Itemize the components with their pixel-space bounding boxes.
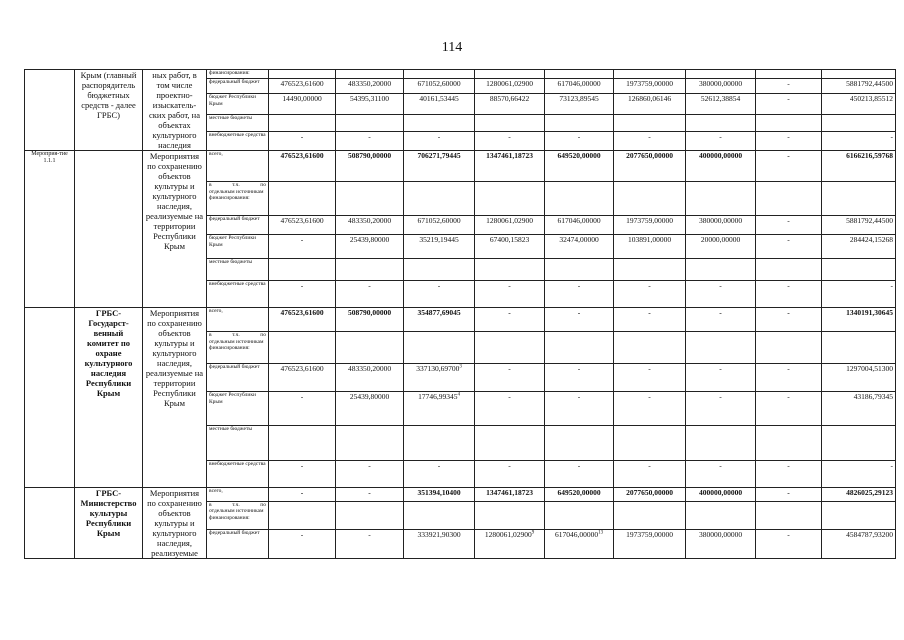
funding-source-cell: всего, — [207, 308, 269, 332]
total-cell: 4584787,93200 — [822, 529, 896, 558]
value-cell: 14490,00000 — [269, 94, 336, 114]
value-cell: - — [336, 281, 404, 308]
value-cell: - — [269, 131, 336, 150]
value-cell: 476523,61600 — [269, 308, 336, 332]
footnote-mark: 4 — [457, 392, 460, 398]
value-cell — [756, 332, 822, 364]
value-cell: - — [756, 131, 822, 150]
funding-source-cell: бюджет Республики Крым — [207, 392, 269, 426]
responsible-cell — [75, 151, 143, 308]
total-cell: - — [822, 281, 896, 308]
value-cell: - — [336, 529, 404, 558]
value-cell: 476523,61600 — [269, 364, 336, 392]
measure-code-cell — [25, 308, 75, 488]
value-cell: - — [475, 392, 545, 426]
value-cell: - — [686, 364, 756, 392]
value-cell — [336, 426, 404, 461]
value-cell — [614, 114, 686, 131]
total-cell: 1297004,51300 — [822, 364, 896, 392]
value-cell: 508790,00000 — [336, 151, 404, 182]
funding-source-cell: в т.ч. по отдельным источникам финансирования: — [207, 501, 269, 529]
value-cell — [614, 501, 686, 529]
total-cell — [822, 182, 896, 216]
footnote-mark: 3 — [459, 364, 462, 370]
total-cell — [822, 114, 896, 131]
value-cell: - — [545, 461, 614, 488]
value-cell: - — [614, 461, 686, 488]
value-cell: 1347461,18723 — [475, 488, 545, 502]
value-cell: - — [686, 308, 756, 332]
value-cell: 617046,00000$^{13}$ — [545, 529, 614, 558]
value-cell — [336, 259, 404, 281]
value-cell — [269, 182, 336, 216]
value-cell: 671052,60000 — [404, 79, 475, 94]
value-cell: 380000,00000 — [686, 529, 756, 558]
total-cell: 4826025,29123 — [822, 488, 896, 502]
value-cell: - — [475, 281, 545, 308]
value-cell: 617046,00000 — [545, 79, 614, 94]
value-cell — [336, 501, 404, 529]
total-cell: 450213,85512 — [822, 94, 896, 114]
value-cell: 380000,00000 — [686, 216, 756, 235]
value-cell: 337130,69700$^3$ — [404, 364, 475, 392]
value-cell — [686, 501, 756, 529]
funding-source-cell: федеральный бюджет — [207, 529, 269, 558]
value-cell: - — [756, 529, 822, 558]
total-cell — [822, 426, 896, 461]
value-cell: 476523,61600 — [269, 151, 336, 182]
value-cell: - — [614, 392, 686, 426]
value-cell — [475, 114, 545, 131]
total-cell: 5881792,44500 — [822, 216, 896, 235]
value-cell: 354877,69045 — [404, 308, 475, 332]
value-cell: 351394,10400 — [404, 488, 475, 502]
funding-source-cell: в т.ч. по отдельным источникам финансирования: — [207, 182, 269, 216]
value-cell: 483350,20000 — [336, 216, 404, 235]
value-cell: - — [404, 281, 475, 308]
table-row — [25, 70, 896, 79]
value-cell — [614, 426, 686, 461]
funding-source-cell: местные бюджеты — [207, 114, 269, 131]
value-cell: 17746,99345$^4$ — [404, 392, 475, 426]
value-cell: - — [545, 308, 614, 332]
total-cell — [822, 70, 896, 79]
value-cell — [545, 332, 614, 364]
value-cell — [269, 332, 336, 364]
value-cell — [404, 501, 475, 529]
responsible-cell: Крым (главный распорядитель бюджетных средств - далее ГРБС) — [75, 70, 143, 151]
value-cell: 88570,66422 — [475, 94, 545, 114]
value-cell: 1973759,00000 — [614, 216, 686, 235]
value-cell — [614, 259, 686, 281]
value-cell — [545, 501, 614, 529]
funding-source-cell: внебюджетные средства — [207, 281, 269, 308]
value-cell — [545, 114, 614, 131]
value-cell — [756, 182, 822, 216]
value-cell: 476523,61600 — [269, 79, 336, 94]
financing-table — [24, 69, 896, 559]
value-cell: - — [475, 308, 545, 332]
value-cell: - — [756, 281, 822, 308]
value-cell: - — [336, 461, 404, 488]
total-cell — [822, 259, 896, 281]
value-cell: - — [269, 281, 336, 308]
value-cell: 508790,00000 — [336, 308, 404, 332]
value-cell: 476523,61600 — [269, 216, 336, 235]
page-number: 114 — [441, 40, 463, 55]
table-row — [25, 151, 896, 182]
value-cell — [475, 259, 545, 281]
funding-source-cell: внебюджетные средства — [207, 461, 269, 488]
value-cell: 400000,00000 — [686, 151, 756, 182]
table-row — [25, 488, 896, 502]
value-cell: 483350,20000 — [336, 364, 404, 392]
value-cell — [686, 259, 756, 281]
value-cell: - — [686, 392, 756, 426]
funding-source-cell: бюджет Республики Крым — [207, 235, 269, 259]
value-cell — [475, 426, 545, 461]
value-cell — [545, 182, 614, 216]
value-cell: - — [545, 131, 614, 150]
value-cell — [404, 182, 475, 216]
value-cell: 54395,31100 — [336, 94, 404, 114]
total-cell: 6166216,59768 — [822, 151, 896, 182]
value-cell — [336, 332, 404, 364]
total-cell: 284424,15268 — [822, 235, 896, 259]
value-cell: 25439,80000 — [336, 392, 404, 426]
value-cell: 126860,06146 — [614, 94, 686, 114]
funding-source-cell: федеральный бюджет — [207, 79, 269, 94]
value-cell: 400000,00000 — [686, 488, 756, 502]
value-cell: 1280061,02900 — [475, 79, 545, 94]
value-cell — [756, 114, 822, 131]
value-cell: - — [404, 461, 475, 488]
value-cell: 1973759,00000 — [614, 79, 686, 94]
value-cell: - — [756, 392, 822, 426]
value-cell: 73123,89545 — [545, 94, 614, 114]
responsible-cell: ГРБС- Государст-венный комитет по охране культурного наследия Республики Крым — [75, 308, 143, 488]
value-cell: 706271,79445 — [404, 151, 475, 182]
value-cell: - — [475, 364, 545, 392]
value-cell: - — [545, 281, 614, 308]
value-cell: - — [269, 461, 336, 488]
value-cell: - — [545, 364, 614, 392]
measure-code-cell — [25, 488, 75, 559]
measure-name-cell: Мероприятия по сохранению объектов культуры и культурного наследия, реализуемые — [143, 488, 207, 559]
value-cell: - — [756, 216, 822, 235]
value-cell — [404, 114, 475, 131]
total-cell: - — [822, 461, 896, 488]
value-cell — [686, 426, 756, 461]
value-cell: 1973759,00000 — [614, 529, 686, 558]
funding-source-cell: местные бюджеты — [207, 259, 269, 281]
value-cell — [269, 259, 336, 281]
value-cell — [756, 70, 822, 79]
funding-source-cell: всего, — [207, 488, 269, 502]
value-cell — [475, 501, 545, 529]
value-cell: - — [404, 131, 475, 150]
funding-source-cell: местные бюджеты — [207, 426, 269, 461]
value-cell: 649520,00000 — [545, 151, 614, 182]
value-cell — [404, 426, 475, 461]
value-cell: - — [686, 281, 756, 308]
value-cell — [614, 70, 686, 79]
value-cell: 40161,53445 — [404, 94, 475, 114]
value-cell — [756, 426, 822, 461]
value-cell — [269, 70, 336, 79]
value-cell — [545, 426, 614, 461]
value-cell: - — [269, 235, 336, 259]
value-cell: - — [756, 461, 822, 488]
value-cell — [686, 182, 756, 216]
value-cell: - — [756, 94, 822, 114]
funding-source-cell: бюджет Республики Крым — [207, 94, 269, 114]
value-cell — [404, 332, 475, 364]
value-cell — [336, 70, 404, 79]
total-cell: - — [822, 131, 896, 150]
value-cell: - — [756, 308, 822, 332]
value-cell — [475, 332, 545, 364]
total-cell: 1340191,30645 — [822, 308, 896, 332]
measure-code-cell: Мероприя-тие 1.1.1 — [25, 151, 75, 308]
value-cell: - — [475, 461, 545, 488]
value-cell — [686, 114, 756, 131]
value-cell: - — [336, 131, 404, 150]
value-cell: - — [756, 488, 822, 502]
value-cell: - — [475, 131, 545, 150]
value-cell — [686, 332, 756, 364]
value-cell: - — [756, 235, 822, 259]
value-cell: 20000,00000 — [686, 235, 756, 259]
value-cell: 25439,80000 — [336, 235, 404, 259]
value-cell — [336, 114, 404, 131]
value-cell: - — [336, 488, 404, 502]
value-cell — [475, 70, 545, 79]
funding-source-cell: в т.ч. по отдельным источникам финансирования: — [207, 332, 269, 364]
total-cell: 43186,79345 — [822, 392, 896, 426]
footnote-mark: 13 — [598, 530, 604, 536]
table-row — [25, 308, 896, 332]
value-cell — [269, 114, 336, 131]
value-cell: 671052,60000 — [404, 216, 475, 235]
value-cell — [269, 426, 336, 461]
value-cell: 2077650,00000 — [614, 151, 686, 182]
value-cell — [614, 182, 686, 216]
value-cell — [545, 259, 614, 281]
value-cell — [475, 182, 545, 216]
value-cell: - — [614, 131, 686, 150]
value-cell: 52612,38854 — [686, 94, 756, 114]
value-cell: 617046,00000 — [545, 216, 614, 235]
value-cell: - — [614, 308, 686, 332]
measure-name-cell: Мероприятия по сохранению объектов культуры и культурного наследия, реализуемые на территории Республики Крым — [143, 308, 207, 488]
value-cell: 35219,19445 — [404, 235, 475, 259]
total-cell — [822, 332, 896, 364]
value-cell: - — [269, 529, 336, 558]
value-cell: - — [686, 131, 756, 150]
value-cell — [269, 501, 336, 529]
value-cell — [756, 501, 822, 529]
total-cell: 5881792,44500 — [822, 79, 896, 94]
measure-code-cell — [25, 70, 75, 151]
responsible-cell: ГРБС- Министерство культуры Республики Крым — [75, 488, 143, 559]
value-cell: - — [756, 151, 822, 182]
total-cell — [822, 501, 896, 529]
footnote-mark: 9 — [531, 530, 535, 536]
value-cell: 649520,00000 — [545, 488, 614, 502]
value-cell: 2077650,00000 — [614, 488, 686, 502]
funding-source-cell: всего, — [207, 151, 269, 182]
value-cell: 103891,00000 — [614, 235, 686, 259]
value-cell: - — [686, 461, 756, 488]
funding-source-cell: федеральный бюджет — [207, 216, 269, 235]
value-cell: 333921,90300 — [404, 529, 475, 558]
funding-source-cell: федеральный бюджет — [207, 364, 269, 392]
value-cell — [404, 70, 475, 79]
value-cell: - — [614, 364, 686, 392]
funding-source-cell: финансирования: — [207, 70, 269, 79]
value-cell: 380000,00000 — [686, 79, 756, 94]
funding-source-cell: внебюджетные средства — [207, 131, 269, 150]
value-cell — [545, 70, 614, 79]
value-cell: - — [614, 281, 686, 308]
value-cell: 67400,15823 — [475, 235, 545, 259]
value-cell — [404, 259, 475, 281]
value-cell — [336, 182, 404, 216]
value-cell: 483350,20000 — [336, 79, 404, 94]
value-cell: 1280061,02900 — [475, 216, 545, 235]
value-cell: - — [756, 79, 822, 94]
value-cell — [614, 332, 686, 364]
value-cell — [756, 259, 822, 281]
value-cell: - — [545, 392, 614, 426]
value-cell: 1347461,18723 — [475, 151, 545, 182]
value-cell — [686, 70, 756, 79]
value-cell: - — [269, 488, 336, 502]
measure-name-cell: Мероприятия по сохранению объектов культуры и культурного наследия, реализуемые на территории Республики Крым — [143, 151, 207, 308]
measure-name-cell: ных работ, в том числе проектно-изыскатель-ских работ, на объектах культурного наследия — [143, 70, 207, 151]
value-cell: 1280061,02900$^9$ — [475, 529, 545, 558]
value-cell: - — [756, 364, 822, 392]
value-cell: 32474,00000 — [545, 235, 614, 259]
value-cell: - — [269, 392, 336, 426]
